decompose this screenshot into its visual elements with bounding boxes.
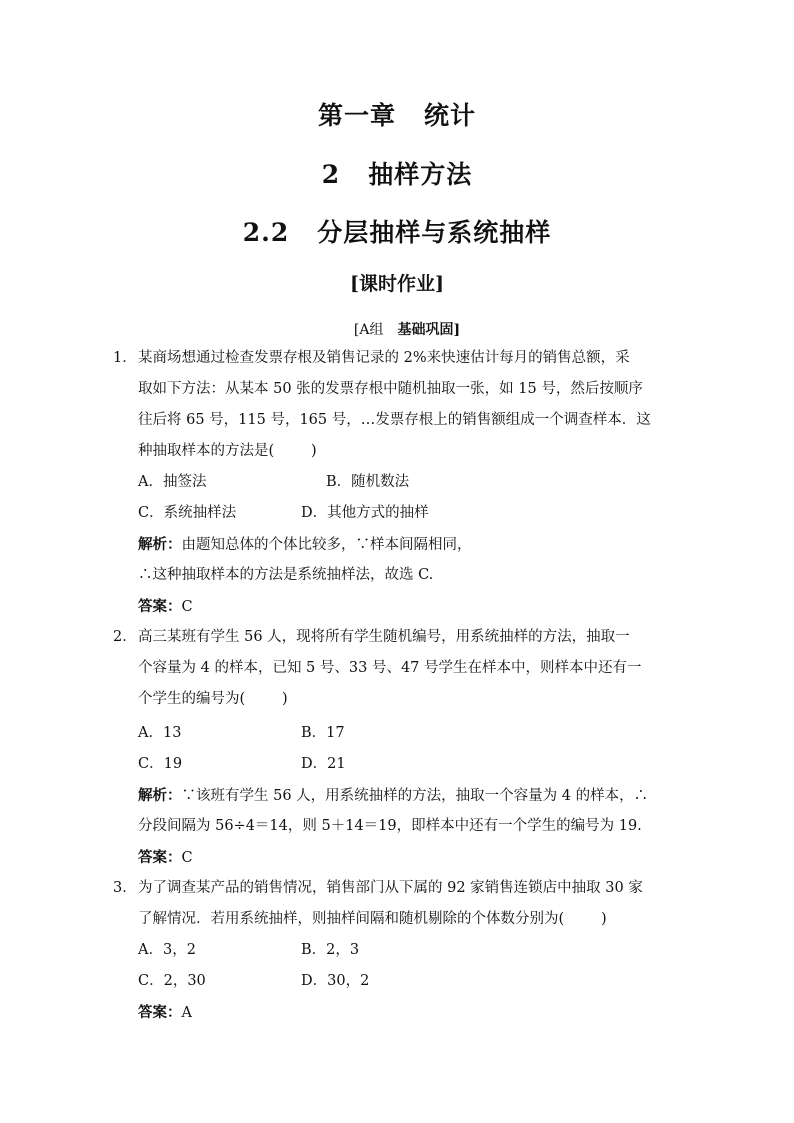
answer-label: 答案：: [138, 849, 182, 866]
option-c: C．系统抽样法: [138, 505, 237, 521]
chapter-number: 第一章: [317, 101, 396, 130]
chapter-heading: [0, 96, 794, 132]
analysis-text: ∴这种抽取样本的方法是系统抽样法，故选 C.: [138, 567, 434, 583]
question-text-line: 往后将 65 号，115 号，165 号，…发票存根上的销售额组成一个调查样本．这: [138, 412, 651, 428]
option-a: A．3，2: [138, 942, 196, 958]
analysis-text: 由题知总体的个体比较多，∵样本间隔相同，: [181, 537, 472, 553]
analysis-label: 解析：: [138, 787, 182, 804]
option-b: B．随机数法: [326, 474, 410, 490]
group-label: [0, 319, 794, 339]
section-title: 抽样方法: [368, 160, 473, 189]
answer-value: C: [181, 599, 193, 615]
option-d: D．21: [301, 756, 346, 772]
option-b: B．17: [301, 725, 345, 741]
question-number: 2．: [113, 629, 137, 645]
option-c: C．19: [138, 756, 183, 772]
question-number: 1．: [113, 350, 137, 366]
analysis-label: 解析：: [138, 536, 182, 553]
analysis: [138, 780, 648, 812]
answer: [138, 842, 193, 874]
question-text-line: 某商场想通过检查发票存根及销售记录的 2%来快速估计每月的销售总额，采: [138, 350, 630, 366]
question-text-line: 种抽取样本的方法是( ): [138, 443, 317, 459]
question-text-line: 个容量为 4 的样本，已知 5 号、33 号、47 号学生在样本中，则样本中还有一: [138, 660, 642, 676]
answer: [138, 997, 192, 1029]
analysis-text: ∵该班有学生 56 人，用系统抽样的方法，抽取一个容量为 4 的样本，∴: [181, 788, 649, 804]
subsection-heading: [0, 213, 794, 249]
answer-value: C: [181, 850, 193, 866]
option-c: C．2，30: [138, 973, 206, 989]
subsection-number: 2.2: [242, 218, 290, 247]
question-text-line: 为了调查某产品的销售情况，销售部门从下属的 92 家销售连锁店中抽取 30 家: [138, 880, 643, 896]
option-b: B．2，3: [301, 942, 360, 958]
question-text-line: 个学生的编号为( ): [138, 691, 288, 707]
section-heading: [0, 155, 794, 191]
subsection-title: 分层抽样与系统抽样: [317, 218, 552, 247]
answer-value: A: [181, 1005, 192, 1021]
question-number: 3．: [113, 880, 137, 896]
analysis: [138, 529, 472, 561]
group-label-right: 基础巩固]: [397, 322, 461, 338]
answer: [138, 591, 193, 623]
answer-label: 答案：: [138, 598, 182, 615]
group-label-left: [A组: [353, 322, 384, 338]
section-number: 2: [321, 160, 341, 189]
question-text-line: 了解情况．若用系统抽样，则抽样间隔和随机剔除的个体数分别为( ): [138, 911, 607, 927]
homework-tag-text: [课时作业]: [350, 273, 444, 295]
question-text-line: 取如下方法：从某本 50 张的发票存根中随机抽取一张，如 15 号，然后按顺序: [138, 381, 643, 397]
option-a: A．13: [138, 725, 182, 741]
analysis-text: 分段间隔为 56÷4＝14，则 5＋14＝19，即样本中还有一个学生的编号为 19.: [138, 818, 642, 834]
question-text-line: 高三某班有学生 56 人，现将所有学生随机编号，用系统抽样的方法，抽取一: [138, 629, 630, 645]
chapter-title: 统计: [424, 101, 477, 130]
option-a: A．抽签法: [138, 474, 207, 490]
answer-label: 答案：: [138, 1004, 182, 1021]
option-d: D．其他方式的抽样: [301, 505, 429, 521]
option-d: D．30，2: [301, 973, 370, 989]
homework-tag: [0, 269, 794, 296]
